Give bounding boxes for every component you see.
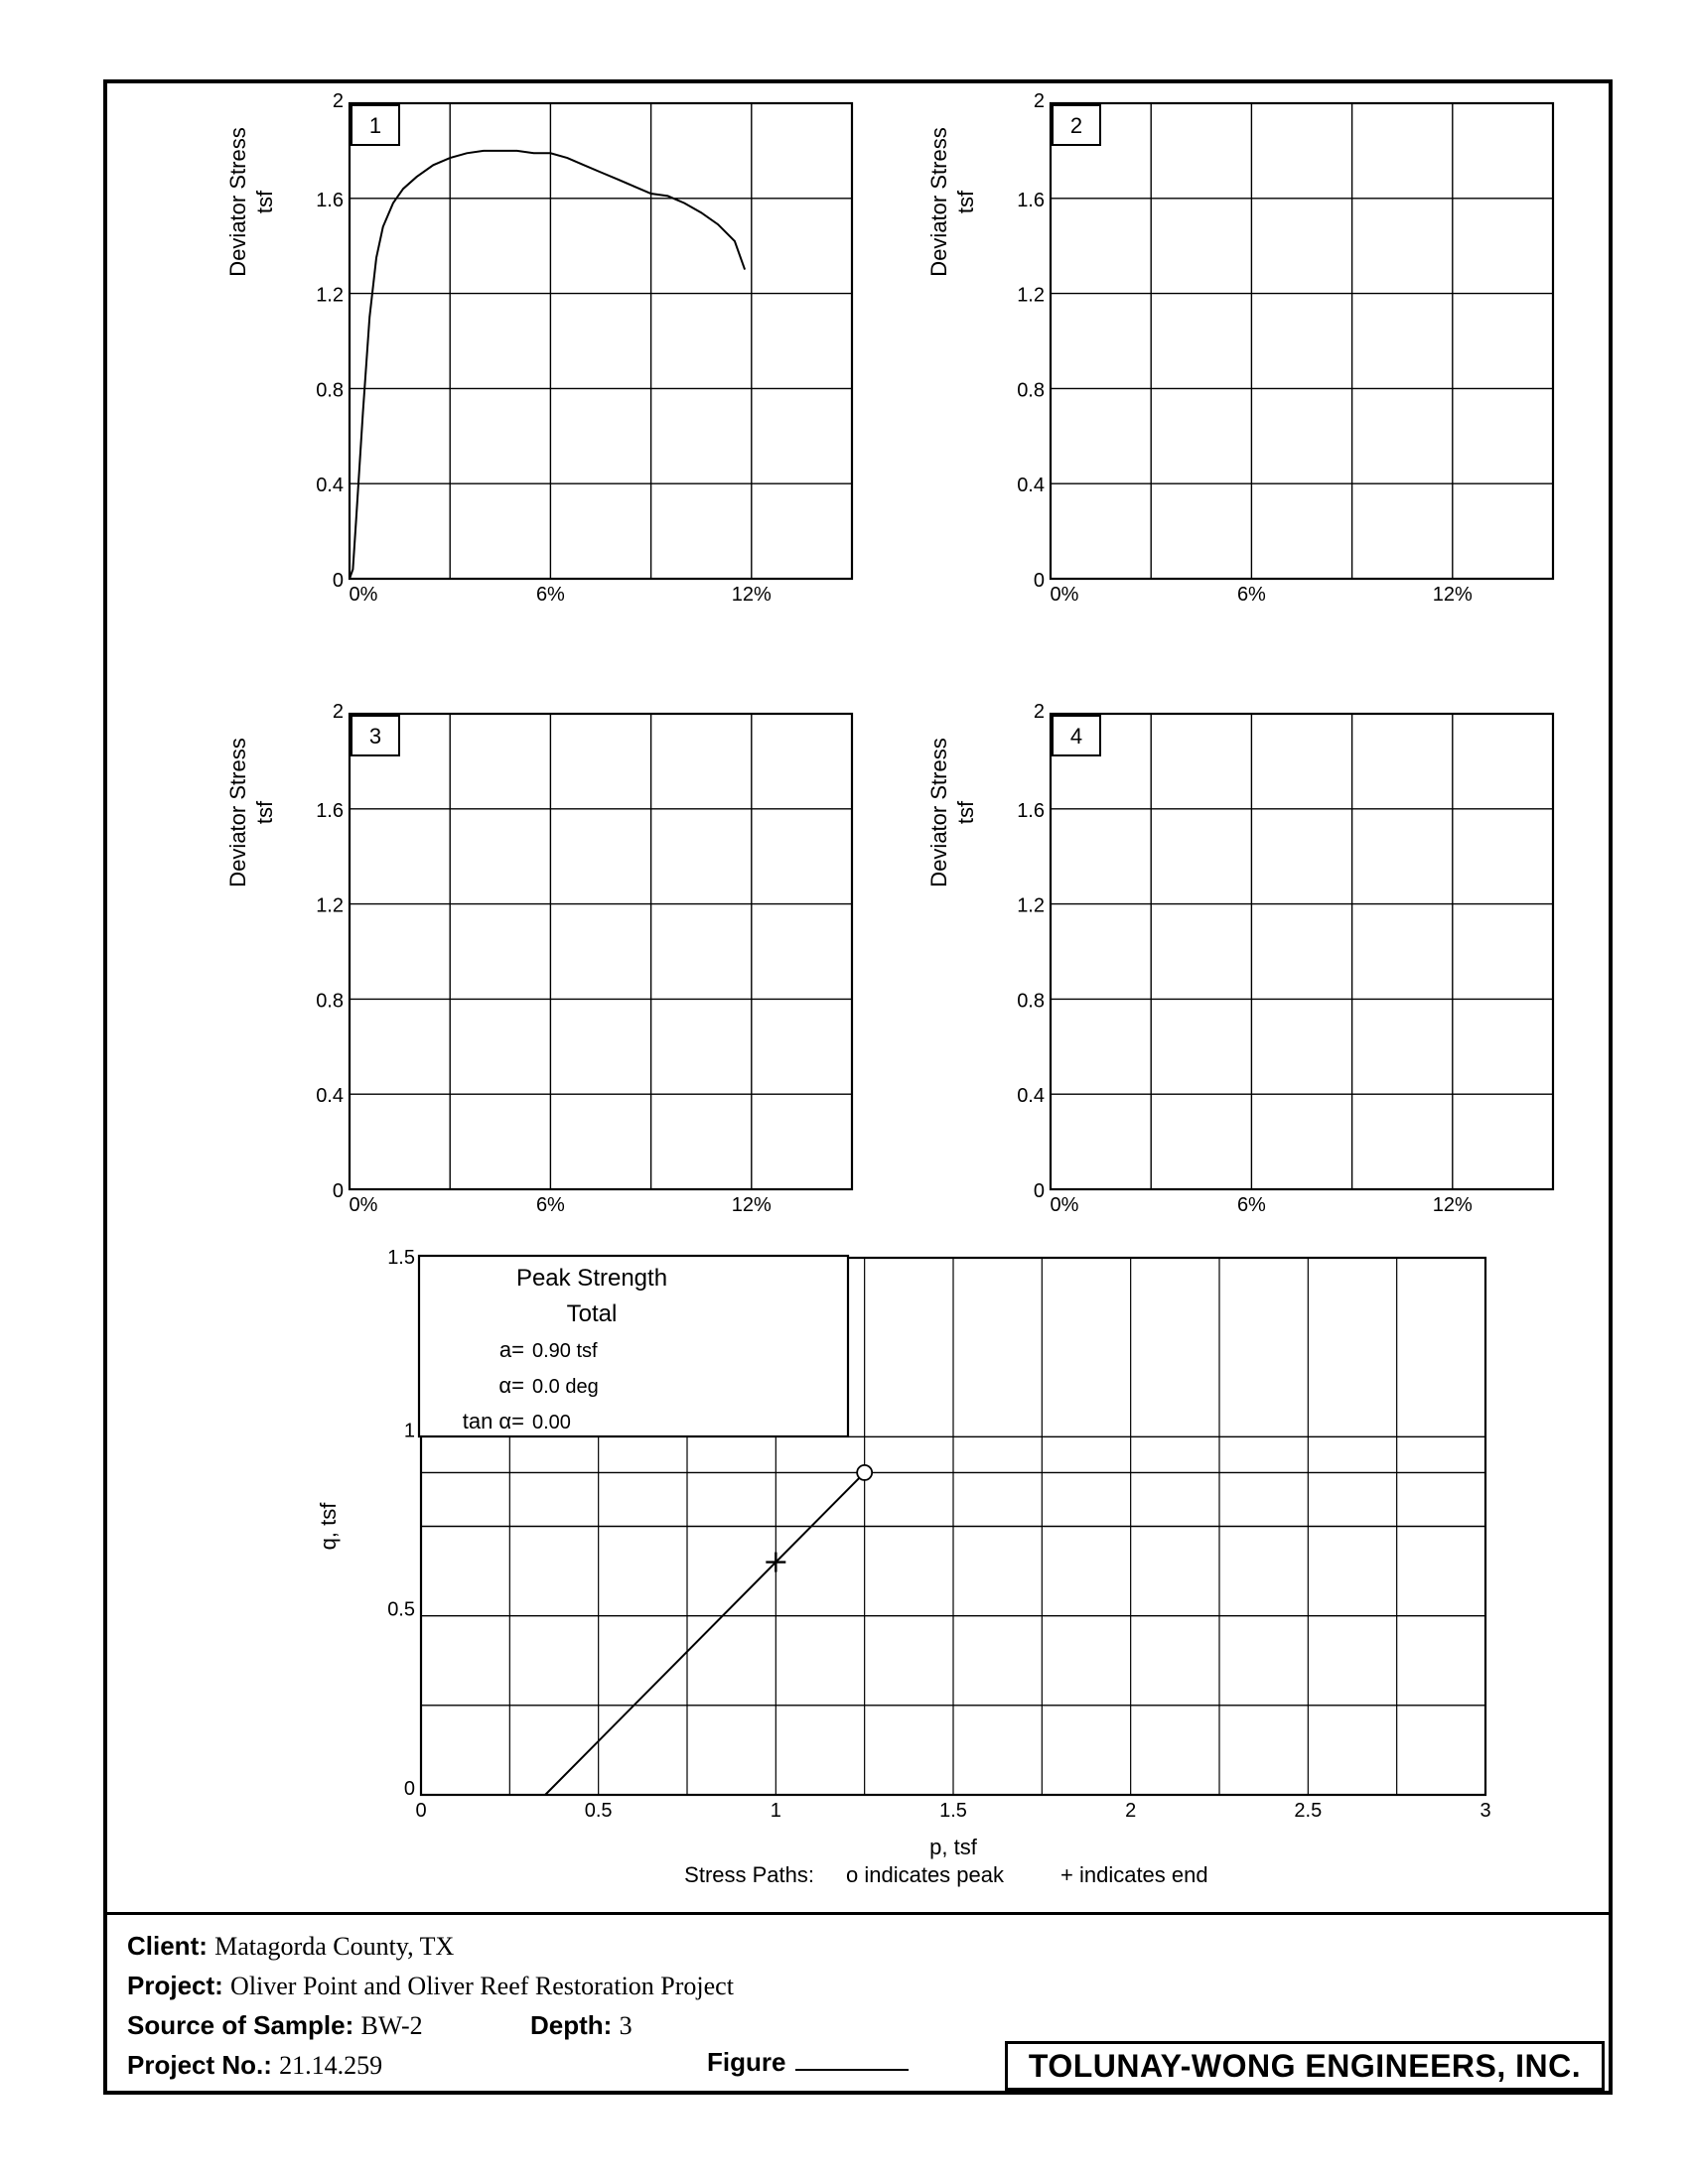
legend-row-value: 0.90 tsf: [532, 1340, 598, 1362]
y-tick-label: 1.6: [1017, 799, 1045, 822]
plot-frame: [350, 714, 852, 1189]
legend-row-value: 0.00: [532, 1412, 571, 1433]
peak-strength-legend: [419, 1256, 848, 1436]
y-tick-label: 0: [332, 570, 344, 592]
y-tick-label: 0.8: [316, 379, 344, 402]
y-axis-unit: tsf: [953, 800, 978, 825]
y-tick-label: 1.2: [316, 894, 344, 917]
legend-row-value: 0.0 deg: [532, 1376, 599, 1398]
y-tick-label: 1.6: [316, 189, 344, 211]
figure-number-blank: [795, 2047, 909, 2071]
y-axis-title: Deviator Stress: [225, 738, 250, 887]
project-line: [127, 1971, 734, 2001]
legend-subtitle: Total: [566, 1300, 618, 1327]
y-tick-label: 1.6: [1017, 189, 1045, 211]
plot-frame: [1051, 103, 1553, 579]
panel-number: 3: [368, 724, 382, 749]
y-tick-label: 0.4: [316, 1085, 344, 1108]
legend-row-label: a=: [498, 1337, 524, 1362]
company-name: TOLUNAY-WONG ENGINEERS, INC.: [1005, 2041, 1605, 2091]
plot-frame: [350, 103, 852, 579]
x-tick-label: 1.5: [939, 1800, 967, 1822]
y-axis-unit: tsf: [252, 800, 277, 825]
source-label: Source of Sample:: [127, 2010, 354, 2040]
x-tick-label: 2.5: [1294, 1800, 1323, 1822]
stress-strain-panel-1: [225, 90, 852, 606]
depth-line: [530, 2010, 633, 2041]
y-tick-label: 0: [1033, 570, 1045, 592]
x-tick-label: 12%: [731, 584, 772, 606]
project-no-line: [127, 2050, 382, 2081]
peak-indicator-note: o indicates peak: [846, 1862, 1004, 1887]
y-tick-label: 1.6: [316, 799, 344, 822]
y-tick-label: 2: [332, 701, 344, 723]
peak-marker: [857, 1465, 872, 1480]
x-tick-label: 6%: [1236, 584, 1266, 606]
y-tick-label: 1.5: [387, 1247, 415, 1269]
y-axis-title: Deviator Stress: [926, 738, 951, 887]
project-no-value: 21.14.259: [279, 2051, 383, 2080]
stress-paths-label: Stress Paths:: [684, 1862, 814, 1887]
x-tick-label: 2: [1125, 1800, 1137, 1822]
x-tick-label: 0%: [349, 1194, 378, 1216]
legend-row-label: α=: [498, 1373, 524, 1398]
y-tick-label: 0: [1033, 1180, 1045, 1202]
depth-label: Depth:: [530, 2010, 613, 2040]
y-tick-label: 1.2: [1017, 284, 1045, 307]
y-tick-label: 2: [1033, 701, 1045, 723]
client-label: Client:: [127, 1931, 208, 1961]
client-value: Matagorda County, TX: [214, 1932, 455, 1961]
panel-number: 2: [1069, 113, 1083, 138]
x-tick-label: 1: [770, 1800, 781, 1822]
project-value: Oliver Point and Oliver Reef Restoration Project: [230, 1972, 734, 2000]
legend-row-label: tan α=: [462, 1409, 524, 1433]
y-tick-label: 0.8: [1017, 379, 1045, 402]
x-tick-label: 3: [1480, 1800, 1491, 1822]
figure-line: [707, 2047, 909, 2078]
client-line: [127, 1931, 454, 1962]
y-axis-title: q, tsf: [316, 1502, 341, 1551]
x-tick-label: 0.5: [584, 1800, 613, 1822]
y-tick-label: 0: [403, 1778, 415, 1800]
project-no-label: Project No.:: [127, 2050, 272, 2080]
x-tick-label: 12%: [731, 1194, 772, 1216]
x-tick-label: 6%: [1236, 1194, 1266, 1216]
x-axis-title: p, tsf: [929, 1835, 977, 1859]
legend-title: Peak Strength: [515, 1265, 668, 1292]
y-tick-label: 0.4: [1017, 1085, 1045, 1108]
y-tick-label: 0.5: [387, 1598, 415, 1621]
x-tick-label: 0%: [349, 584, 378, 606]
x-tick-label: 0%: [1050, 1194, 1079, 1216]
y-tick-label: 2: [1033, 90, 1045, 112]
x-tick-label: 6%: [535, 584, 565, 606]
y-tick-label: 2: [332, 90, 344, 112]
y-axis-title: Deviator Stress: [926, 127, 951, 277]
source-line: [127, 2010, 423, 2041]
stress-strain-panel-4: [926, 701, 1553, 1216]
x-tick-label: 0: [415, 1800, 427, 1822]
y-tick-label: 0.8: [1017, 990, 1045, 1013]
figure-label: Figure: [707, 2047, 786, 2077]
y-axis-title: Deviator Stress: [225, 127, 250, 277]
y-tick-label: 1.2: [1017, 894, 1045, 917]
y-tick-label: 0.4: [1017, 475, 1045, 497]
title-block: [103, 1912, 1613, 2095]
panel-number: 4: [1069, 724, 1083, 749]
stress-path-chart: [316, 1247, 1491, 1887]
source-value: BW-2: [360, 2011, 423, 2040]
depth-value: 3: [619, 2011, 633, 2040]
panel-number: 1: [368, 113, 382, 138]
plot-frame: [1051, 714, 1553, 1189]
y-axis-unit: tsf: [252, 190, 277, 214]
project-label: Project:: [127, 1971, 223, 2000]
x-tick-label: 0%: [1050, 584, 1079, 606]
y-tick-label: 0: [332, 1180, 344, 1202]
y-tick-label: 0.8: [316, 990, 344, 1013]
stress-strain-panel-2: [926, 90, 1553, 606]
y-tick-label: 1.2: [316, 284, 344, 307]
y-axis-unit: tsf: [953, 190, 978, 214]
x-tick-label: 12%: [1432, 1194, 1473, 1216]
stress-strain-panel-3: [225, 701, 852, 1216]
y-tick-label: 0.4: [316, 475, 344, 497]
stress-path-line: [545, 1472, 865, 1795]
end-indicator-note: + indicates end: [1060, 1862, 1208, 1887]
deviator-stress-curve: [350, 151, 745, 579]
x-tick-label: 6%: [535, 1194, 565, 1216]
y-tick-label: 1: [403, 1420, 415, 1442]
x-tick-label: 12%: [1432, 584, 1473, 606]
